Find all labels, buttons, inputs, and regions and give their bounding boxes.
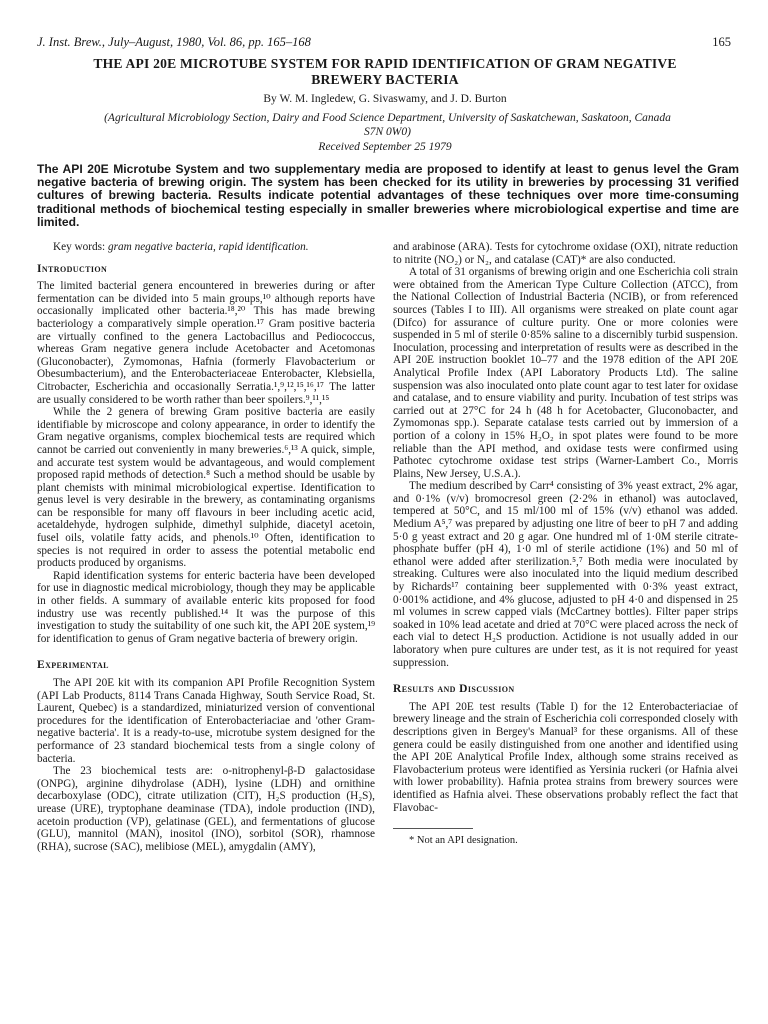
- paragraph: The API 20E kit with its companion API Profile Recognition System (API Lab Products, 8114 Trans Canada Highway, South Service Road, St. Laurent, Quebec) is a standardized, miniaturized version of conventional procedures for the identification of Enterobacteriaciae and 'other Gram-negative bacteria'. It is a ready-to-use, microtube system designed for the performance of 23 standard biochemical tests from a single colony of bacteria.: [37, 677, 375, 765]
- author-line: By W. M. Ingledew, G. Sivaswamy, and J. D. Burton: [263, 93, 507, 105]
- introduction-heading: Introduction: [37, 262, 108, 275]
- keywords-label: Key words:: [53, 241, 106, 253]
- footnote-rule: [393, 828, 473, 829]
- paper-title: THE API 20E MICROTUBE SYSTEM FOR RAPID IDENTIFICATION OF GRAM NEGATIVE BREWERY BACTERIA: [93, 56, 677, 87]
- paragraph: The limited bacterial genera encountered in breweries during or after fermentation can be divided into 5 main groups,¹⁰ although reports have occasionally implicated other bacteria.¹⁸,²⁰ This has made brewing bacteriology a comparatively simple operation.¹⁷ Gram positive bacteria are virtually confined to the genera Lactobacillus and Pediococcus, whereas Gram negative genera include Acetobacter and Acetomonas (Gluconobacter), Zymomonas, Hafnia (formerly Flavobacterium or Obesumbacterium), and the Enterobacteriaceae Enterobacter, Klebsiella, Citrobacter, Escherichia and occasionally Serratia.¹,⁹,¹²,¹⁵,¹⁶,¹⁷ The latter are usually considered to be worth rather than beer spoilers.⁹,¹¹,¹⁵: [37, 280, 375, 406]
- results-heading: Results and Discussion: [393, 683, 515, 696]
- journal-citation: J. Inst. Brew., July–August, 1980, Vol. 86, pp. 165–168: [37, 35, 311, 49]
- footnote: * Not an API designation.: [409, 835, 518, 847]
- paragraph: The 23 biochemical tests are: o-nitrophenyl-β-D galactosidase (ONPG), arginine dihydrolase (ADH), lysine (LDH) and ornithine decarboxylase (ODC), citrate utilization (CIT), H₂S production (H₂S), urease (URE), tryptophane deaminase (TDA), indole production (IND), acetoin production (VP), gelatinase (GEL), and fermentations of glucose (GLU), mannitol (MAN), inositol (INO), sorbitol (SOR), rhamnose (RHA), sucrose (SAC), melibiose (MEL), amygdalin (AMY),: [37, 765, 375, 853]
- keywords-terms: gram negative bacteria, rapid identification.: [108, 241, 309, 253]
- left-column: [37, 241, 375, 853]
- running-head: [37, 35, 731, 51]
- keywords: [37, 241, 375, 254]
- right-column: [393, 241, 738, 848]
- page-number: 165: [712, 35, 731, 49]
- received-date: Received September 25 1979: [318, 141, 452, 153]
- affiliation: (Agricultural Microbiology Section, Dairy and Food Science Department, University of Saskatchewan, Saskatoon, Canada S7N 0W0): [104, 112, 671, 138]
- paragraph: A total of 31 organisms of brewing origin and one Escherichia coli strain were obtained from the American Type Culture Collection (ATCC), from the National Collection of Industrial Bacteria (NCIB), or from referenced sources (Tables I to III). All organisms were streaked on plate count agar (Difco) for assurance of culture purity. One or more colonies were suspended in 5 ml of sterile 0·85% saline to a discernibly turbid suspension. Inoculation, processing and interpretation of results were as described in the API 20E instruction booklet 10–77 and the 1978 edition of the API 20E Analytical Profile Index (API Laboratory Products Ltd). The saline suspension was also inoculated onto plate count agar to test later for oxidase and catalase, and to ensure viability and purity. Incubation of test strips was carried out at 27°C for 24 h (48 h for Acetobacter, Gluconobacter, and Zymomonas spp.). Separate catalase tests carried out by immersion of a portion of a colony in 15% H₂O₂ in spot plates were found to be more reliable than the API method, and oxidase tests were confirmed using Pathotec cytochrome oxidase test strips (Warner-Lambert Co., Morris Plains, New Jersey, U.S.A.).: [393, 266, 738, 480]
- paragraph: While the 2 genera of brewing Gram positive bacteria are easily identifiable by microscope and colony appearance, in order to identify the Gram negative organisms, complex biochemical tests are required which cannot be carried out conveniently in many breweries.⁶,¹³ A quick, simple, and accurate test system would be advantageous, and would complement proposed rapid methods of detection.⁸ Such a method should be usable by plant chemists with minimal microbiological expertise. Identification to genus level is very desirable in the brewery, as contaminating organisms can be responsible for many off flavours in beer including acetic acid, acetaldehyde, hydrogen sulphide, dimethyl sulphide, diacetyl acetoin, fusel oils, volatile fatty acids, and phenols.¹⁰ Often, identification to species is not required in order to assess the potential metabolic end products produced by organisms.: [37, 406, 375, 570]
- paragraph: and arabinose (ARA). Tests for cytochrome oxidase (OXI), nitrate reduction to nitrite (NO₂) or N₂, and catalase (CAT)* are also conducted.: [393, 241, 738, 266]
- paragraph: The medium described by Carr⁴ consisting of 3% yeast extract, 2% agar, and 0·1% (v/v) bromocresol green (2·2% in ethanol) was autoclaved, tempered at 50°C, and 15 ml/100 ml of 15% (v/v) ethanol was added. Medium A⁵,⁷ was prepared by adjusting one litre of beer to pH 7 and adding 5·0 g yeast extract and 20 g agar. One hundred ml of 1·0M sterile citrate-phosphate buffer (pH 4), 1·0 ml of sterile actidione (1%) and 50 ml of ethanol were added after sterilization.⁵,⁷ Both media were inoculated by streaking. Cultures were also inoculated into the liquid medium described by Richards¹⁷ containing beer supplemented with 0·3% yeast extract, 0·001% actidione, and 4% glucose, adjusted to pH 4·0 and dispensed in 25 ml volumes in screw capped vials (McCartney bottles). Filter paper strips soaked in 10% lead acetate and dried at 70°C were placed across the neck of each vial to detect H₂S production. Actidione is not usually added in our laboratory when pure cultures are under test, as it is not required for yeast suppression.: [393, 480, 738, 669]
- paragraph: The API 20E test results (Table I) for the 12 Enterobacteriaciae of brewery lineage and the strain of Escherichia coli corresponded closely with descriptions given in Bergey's Manual³ for these organisms. All of these genera could be easily distinguished from one another and identified using the API 20E Analytical Profile Index, although some strains received as Flavobacterium proteus were identified as Yersinia ruckeri (or Hafnia alvei with lower probability). Hafnia protea strains from brewery sources were identified as Hafnia alvei. These observations probably reflect the fact that Flavobac-: [393, 700, 738, 814]
- abstract: The API 20E Microtube System and two supplementary media are proposed to identify at least to genus level the Gram negative bacteria of brewing origin. The system has been checked for its utility in breweries by processing 31 verified cultures of brewing bacteria. Results indicate potential advantages of these techniques over more time-consuming traditional methods of biochemical testing especially in smaller breweries where microbiological expertise and time are limited.: [37, 162, 739, 229]
- paragraph: Rapid identification systems for enteric bacteria have been developed for use in diagnostic medical microbiology, though they may be applicable in other fields. A summary of available enteric kits proposed for food industry use was recently published.¹⁴ It was the purpose of this investigation to study the suitability of one such kit, the API 20E system,¹⁹ for identification to genus of Gram negative bacteria of brewery origin.: [37, 569, 375, 645]
- experimental-heading: Experimental: [37, 659, 109, 672]
